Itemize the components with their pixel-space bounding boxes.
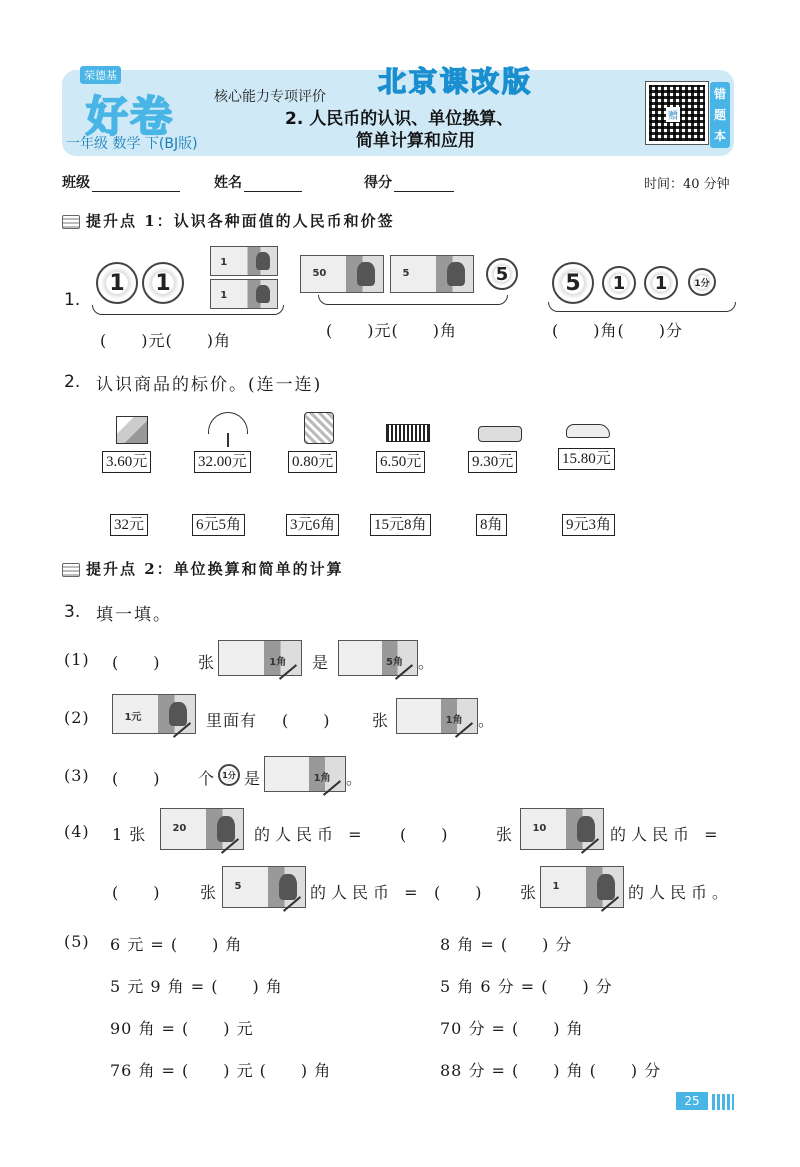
answer-tag[interactable]: 6元5角 (192, 514, 245, 536)
banknote-5yuan (222, 866, 306, 908)
q3-3-ge: 个 (198, 769, 216, 788)
page-title-line1: 2. 人民币的认识、单位换算、 (285, 109, 514, 129)
q3-4-blank-2[interactable]: ( ) (112, 883, 161, 902)
model-car-icon (566, 424, 610, 438)
brand-label: 荣德基 (80, 66, 121, 84)
note-value: 5 (402, 268, 410, 280)
q3-2-zhang: 张 (372, 711, 390, 730)
banknote-1yuan (112, 694, 196, 734)
class-field[interactable] (62, 172, 180, 192)
banknote-50yuan (300, 255, 384, 293)
banknote-1yuan (210, 246, 278, 276)
coin-1yuan: 1 (96, 262, 138, 304)
q3-2-middle: 里面有 (206, 711, 258, 730)
books-icon (62, 215, 80, 229)
answer-tag[interactable]: 32元 (110, 514, 148, 536)
side-tab-label: 错题本 (714, 87, 727, 143)
q3-4-blank-1[interactable]: ( ) (400, 825, 449, 844)
rubiks-cube-icon (116, 416, 148, 444)
score-label: 得分 (364, 175, 392, 191)
q3-1-label: (1) (64, 650, 90, 669)
q3-number: 3. (64, 602, 81, 622)
price-tag[interactable]: 6.50元 (376, 451, 425, 473)
section2-heading (62, 558, 344, 579)
logo-text: 好卷 (86, 92, 175, 141)
banknote-10yuan (520, 808, 604, 850)
conversion-item[interactable]: 76 角 = ( ) 元 ( ) 角 (110, 1061, 332, 1080)
banknote-1jiao (218, 640, 302, 676)
qr-tag: 赠 (666, 107, 680, 122)
answer-tag[interactable]: 3元6角 (286, 514, 339, 536)
q1-answer-1[interactable]: ( )元( )角 (100, 331, 231, 350)
snack-bag-icon (304, 412, 334, 444)
answer-tag[interactable]: 8角 (476, 514, 507, 536)
banknote-1jiao (264, 756, 346, 792)
section1-heading (62, 210, 395, 231)
note-value: 1元 (124, 711, 142, 723)
brace (548, 302, 736, 312)
q3-4-of-rmb-2: 的人民币 = (610, 825, 723, 844)
q1-answer-3[interactable]: ( )角( )分 (552, 321, 683, 340)
coin-1fen: 1分 (218, 764, 240, 786)
q3-2-label: (2) (64, 708, 90, 727)
note-value: 1 (220, 289, 228, 301)
price-tag[interactable]: 0.80元 (288, 451, 337, 473)
q3-2-blank[interactable]: ( ) (282, 711, 331, 730)
edition-label: 北京课改版 (378, 65, 534, 98)
q3-text: 填一填。 (96, 605, 172, 625)
q3-3-blank[interactable]: ( ) (112, 769, 161, 788)
conversion-item[interactable]: 5 元 9 角 = ( ) 角 (110, 977, 283, 996)
conversion-item[interactable]: 70 分 = ( ) 角 (440, 1019, 584, 1038)
price-tag[interactable]: 32.00元 (194, 451, 251, 473)
conversion-item[interactable]: 90 角 = ( ) 元 (110, 1019, 254, 1038)
q3-4-blank-3[interactable]: ( ) (434, 883, 483, 902)
q1-number: 1. (64, 290, 81, 310)
name-field[interactable] (214, 172, 302, 192)
note-value: 1 (552, 880, 560, 892)
coin-1yuan: 1 (142, 262, 184, 304)
score-field[interactable] (364, 172, 454, 192)
q3-2-end: 。 (478, 711, 496, 730)
coin-1jiao: 1 (644, 266, 678, 300)
banknote-5yuan (390, 255, 474, 293)
section2-title: 提升点 2：单位换算和简单的计算 (86, 560, 344, 578)
subtitle: 核心能力专项评价 (214, 89, 326, 105)
conversion-item[interactable]: 8 角 = ( ) 分 (440, 935, 573, 954)
q3-3-shi: 是 (244, 769, 262, 788)
q2-number: 2. (64, 372, 81, 392)
note-value: 1角 (445, 714, 463, 726)
note-value: 1 (220, 256, 228, 268)
page-bars-icon (712, 1094, 734, 1110)
q3-4-of-rmb-end: 的人民币。 (628, 883, 734, 902)
note-value: 50 (312, 268, 327, 280)
section1-title: 提升点 1：认识各种面值的人民币和价签 (86, 212, 395, 230)
q3-4-of-rmb: 的人民币 = (254, 825, 367, 844)
conversion-item[interactable]: 88 分 = ( ) 角 ( ) 分 (440, 1061, 662, 1080)
class-label: 班级 (62, 175, 90, 191)
note-value: 5 (234, 880, 242, 892)
q3-5-label: (5) (64, 932, 90, 951)
q3-4-label: (4) (64, 822, 90, 841)
note-value: 1角 (269, 656, 287, 668)
price-tag[interactable]: 3.60元 (102, 451, 151, 473)
conversion-item[interactable]: 5 角 6 分 = ( ) 分 (440, 977, 613, 996)
q3-4-one-zhang: 1 张 (112, 825, 147, 844)
coin-5jiao: 5 (552, 262, 594, 304)
q1-answer-2[interactable]: ( )元( )角 (326, 321, 457, 340)
books-icon (62, 563, 80, 577)
q3-3-label: (3) (64, 766, 90, 785)
banknote-1jiao (396, 698, 478, 734)
banknote-20yuan (160, 808, 244, 850)
answer-tag[interactable]: 15元8角 (370, 514, 431, 536)
coin-5jiao: 5 (486, 258, 518, 290)
grade-label: 一年级 数学 下(BJ版) (66, 136, 198, 152)
barcode-item-icon (386, 424, 430, 442)
note-value: 10 (532, 822, 547, 834)
toy-car-icon (478, 426, 522, 442)
price-tag[interactable]: 15.80元 (558, 448, 615, 470)
side-tab[interactable] (710, 82, 730, 148)
note-value: 5角 (386, 656, 403, 668)
page-title-line2: 简单计算和应用 (356, 131, 475, 151)
umbrella-icon (208, 412, 248, 434)
note-value: 1角 (313, 772, 331, 784)
name-label: 姓名 (214, 175, 242, 191)
page-number: 25 (676, 1092, 708, 1110)
q3-1-blank[interactable]: ( ) (112, 653, 161, 672)
q3-4-zhang-2: 张 (200, 883, 218, 902)
note-value: 20 (172, 822, 187, 834)
q3-4-of-rmb-3: 的人民币 = (310, 883, 423, 902)
q3-4-zhang-1: 张 (496, 825, 514, 844)
banknote-1yuan (540, 866, 624, 908)
q3-1-end: 。 (418, 653, 436, 672)
brace (318, 295, 508, 305)
banknote-5jiao (338, 640, 418, 676)
q3-1-shi: 是 (312, 653, 330, 672)
q2-text: 认识商品的标价。(连一连) (96, 375, 323, 395)
q3-3-end: 。 (346, 769, 364, 788)
q3-4-zhang-3: 张 (520, 883, 538, 902)
answer-tag[interactable]: 9元3角 (562, 514, 615, 536)
price-tag[interactable]: 9.30元 (468, 451, 517, 473)
conversion-item[interactable]: 6 元 = ( ) 角 (110, 935, 243, 954)
coin-1fen: 1分 (688, 268, 716, 296)
q3-1-zhang: 张 (198, 653, 216, 672)
time-limit: 时间：40 分钟 (644, 177, 730, 192)
coin-1jiao: 1 (602, 266, 636, 300)
brace (92, 305, 284, 315)
